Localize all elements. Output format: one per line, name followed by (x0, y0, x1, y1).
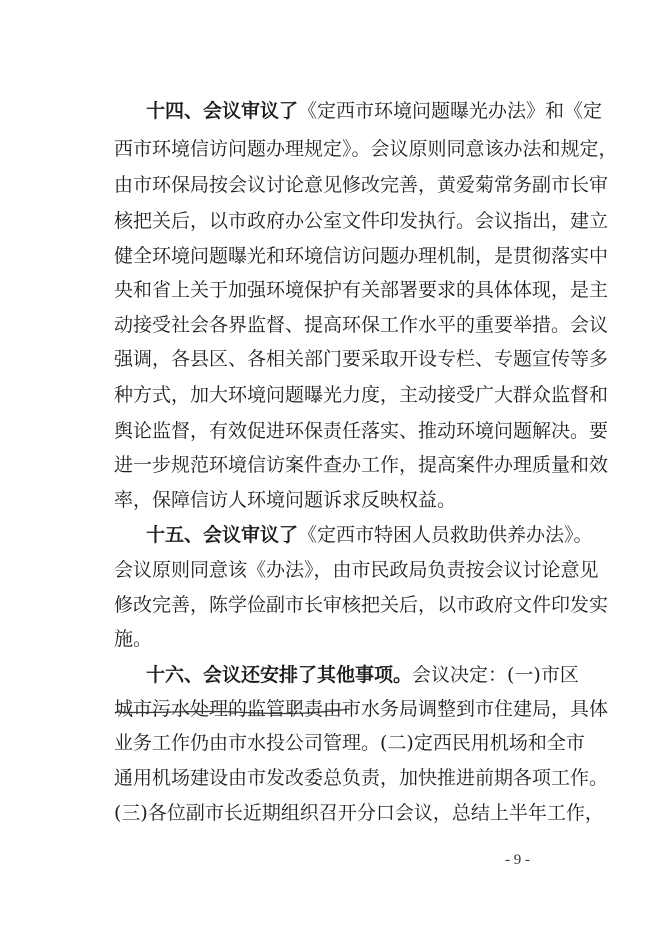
paragraph-line: 健全环境问题曝光和环境信访问题办理机制，是贯彻落实中 (114, 245, 609, 267)
paragraph-line: 率，保障信访人环境问题诉求反映权益。 (114, 489, 457, 511)
paragraph-text: 会议决定：(一)市区 (412, 664, 579, 686)
paragraph-line: 由市环保局按会议讨论意见修改完善，黄爱菊常务副市长审 (114, 174, 609, 196)
paragraph-line (146, 522, 593, 548)
paragraph-line: 施。 (114, 628, 153, 650)
paragraph-line: 央和省上关于加强环境保护有关部署要求的具体体现，是主 (114, 279, 609, 301)
paragraph-line (146, 98, 603, 124)
paragraph-line: 修改完善，陈学俭副市长审核把关后，以市政府文件印发实 (114, 594, 609, 616)
paragraph-line: (三)各位副市长近期组织召开分口会议，总结上半年工作， (114, 802, 604, 824)
paragraph-text: 《定西市环境问题曝光办法》和《定 (298, 100, 603, 122)
section-heading: 十五、会议审议了 (146, 524, 299, 546)
paragraph-line: 动接受社会各界监督、提高环保工作水平的重要举措。会议 (114, 314, 609, 336)
handwritten-underline (114, 690, 354, 720)
paragraph-line: 舆论监督，有效促进环保责任落实、推动环境问题解决。要 (114, 420, 609, 442)
paragraph-line: 核把关后，以市政府办公室文件印发执行。会议指出，建立 (114, 210, 609, 232)
paragraph-line: 强调，各县区、各相关部门要采取开设专栏、专题宣传等多 (114, 348, 609, 370)
paragraph-line: 进一步规范环境信访案件查办工作，提高案件办理质量和效 (114, 454, 609, 476)
paragraph-line: 城市污水处理的监管职责由市水务局调整到市住建局，具体 (114, 698, 609, 720)
page-number: - 9 - (505, 852, 530, 868)
section-heading: 十六、会议还安排了其他事项。 (146, 664, 413, 686)
paragraph-line (146, 662, 579, 688)
paragraph-text: 《定西市特困人员救助供养办法》。 (298, 524, 593, 546)
paragraph-line: 种方式，加大环境问题曝光力度，主动接受广大群众监督和 (114, 384, 609, 406)
paragraph-line: 通用机场建设由市发改委总负责，加快推进前期各项工作。 (114, 767, 609, 789)
paragraph-line: 西市环境信访问题办理规定》。会议原则同意该办法和规定， (114, 138, 618, 160)
section-heading: 十四、会议审议了 (146, 100, 299, 122)
paragraph-line: 业务工作仍由市水投公司管理。(二)定西民用机场和全市 (114, 732, 585, 754)
paragraph-line: 会议原则同意该《办法》，由市民政局负责按会议讨论意见 (114, 559, 599, 581)
